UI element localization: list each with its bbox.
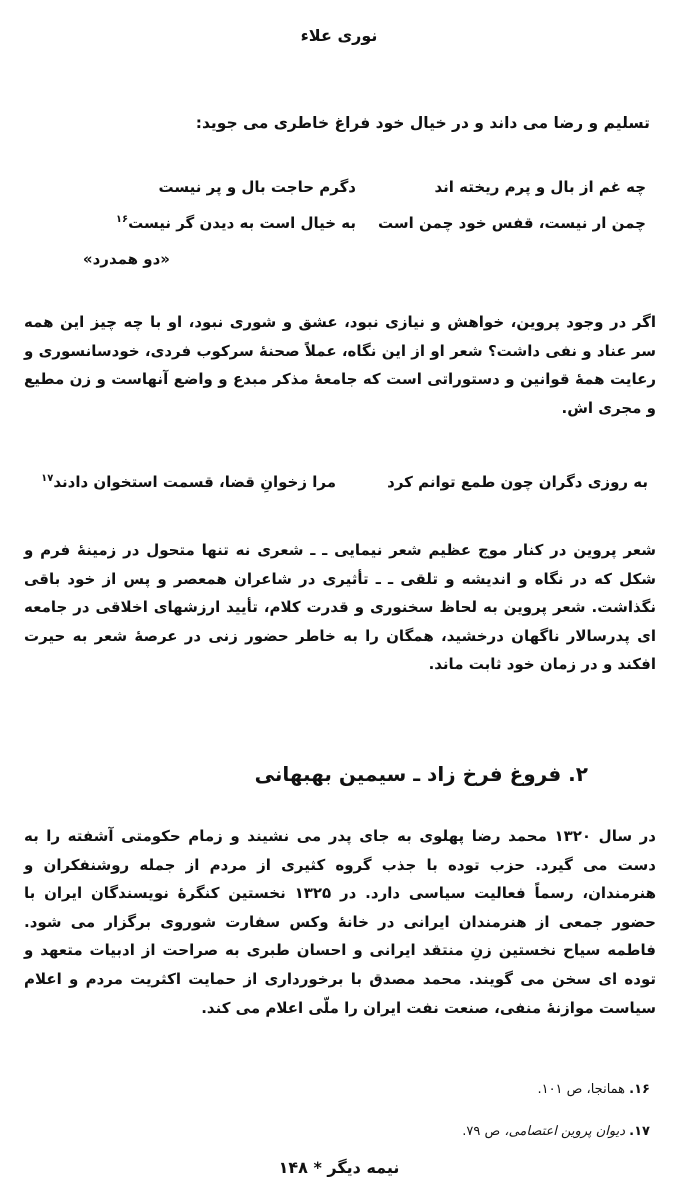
poem2-left	[41, 473, 336, 491]
poem1-line2-left	[116, 214, 356, 232]
folio-separator: *	[313, 1158, 322, 1177]
section-title: فروغ فرخ زاد ـ سیمین بهبهانی	[254, 762, 562, 786]
paragraph-2: شعر پروین در کنار موج عظیم شعر نیمایی ـ ـ شعری نه تنها متحول در زمینهٔ فرم و شکل که در نگاه و اندیشه و تلقی ـ ـ تأثیری در شاعران همعصر و پس از خود باقی نگذاشت. شعر پروین به لحاظ سخنوری و قدرت کلام، تأیید ارزشهای اخلاقی در جامعه ای پدرسالار ناگهان درخشید، همگان را به خاطر حضور زنی در عرصهٔ شعر به حیرت افکند و در زمان خود ثابت ماند.	[24, 541, 656, 674]
footnote-17	[462, 1124, 650, 1139]
poem1-line1-right: چه غم از بال و پرم ریخته اند	[434, 178, 646, 196]
running-head: نوری علاء	[300, 26, 378, 45]
poem1-line2-right: چمن ار نیست، قفس خود چمن است	[378, 214, 646, 232]
poem2-left-text: مرا زخوانِ قضا، قسمت استخوان دادند	[53, 473, 336, 491]
footnote-16-number: ۱۶.	[629, 1082, 650, 1097]
footnote-16-text: همانجا، ص ۱۰۱.	[537, 1082, 626, 1097]
section-number: ۲.	[568, 762, 588, 786]
poem1-caption: «دو همدرد»	[82, 250, 170, 268]
footnote-17-number: ۱۷.	[629, 1124, 650, 1139]
folio-journal: نیمه دیگر	[327, 1158, 400, 1177]
poem1-footnote-mark: ۱۶	[115, 214, 129, 225]
footnote-16	[537, 1082, 650, 1097]
poem1-line1-left: دگرم حاجت بال و پر نیست	[158, 178, 356, 196]
paragraph-3: در سال ۱۳۲۰ محمد رضا پهلوی به جای پدر می نشیند و زمام حکومتی آشفته را به دست می گیرد. حزب توده با جذب گروه کثیری از مردم از جمله روشنفکران و هنرمندان، رسماً فعالیت سیاسی دارد. در ۱۳۲۵ نخستین کنگرهٔ نویسندگان ایران با حضور جمعی از هنرمندان ایرانی در خانهٔ وکس سفارت شوروی برگزار می شود. فاطمه سیاح نخستین زنِ منتقد ایرانی و احسان طبری به صراحت از ادبیات متعهد و توده ای سخن می گویند. محمد مصدق با برخورداری از حمایت اکثریت مردم و اعلام سیاست موازنهٔ منفی، صنعت نفت ایران را ملّی اعلام می کند.	[24, 827, 657, 1017]
intro-line: تسلیم و رضا می داند و در خیال خود فراغ خاطری می جوید:	[195, 114, 650, 132]
section-heading	[255, 762, 588, 786]
poem2-right: به روزی دگران چون طمع توانم کرد	[387, 473, 648, 491]
poem2-footnote-mark: ۱۷	[41, 473, 54, 484]
poem1-line2-left-text: به خیال است به دیدن گر نیست	[128, 214, 356, 232]
folio-page: ۱۴۸	[278, 1158, 308, 1177]
folio	[0, 1158, 678, 1177]
footnote-17-text: ص ۷۹.	[462, 1124, 501, 1139]
paragraph-1: اگر در وجود پروین، خواهش و نیازی نبود، عشق و شوری نبود، او با چه چیز این همه سر عناد و نفی داشت؟ شعر او از این نگاه، عملاً صحنهٔ سرکوب فردی، خودسانسوری و رعایت همهٔ قوانین و دستوراتی است که جامعهٔ مذکر مبدع و واضع آنهاست و زن مطیع و مجری اش.	[24, 313, 656, 417]
footnote-17-title: دیوان پروین اعتصامی،	[504, 1124, 626, 1139]
